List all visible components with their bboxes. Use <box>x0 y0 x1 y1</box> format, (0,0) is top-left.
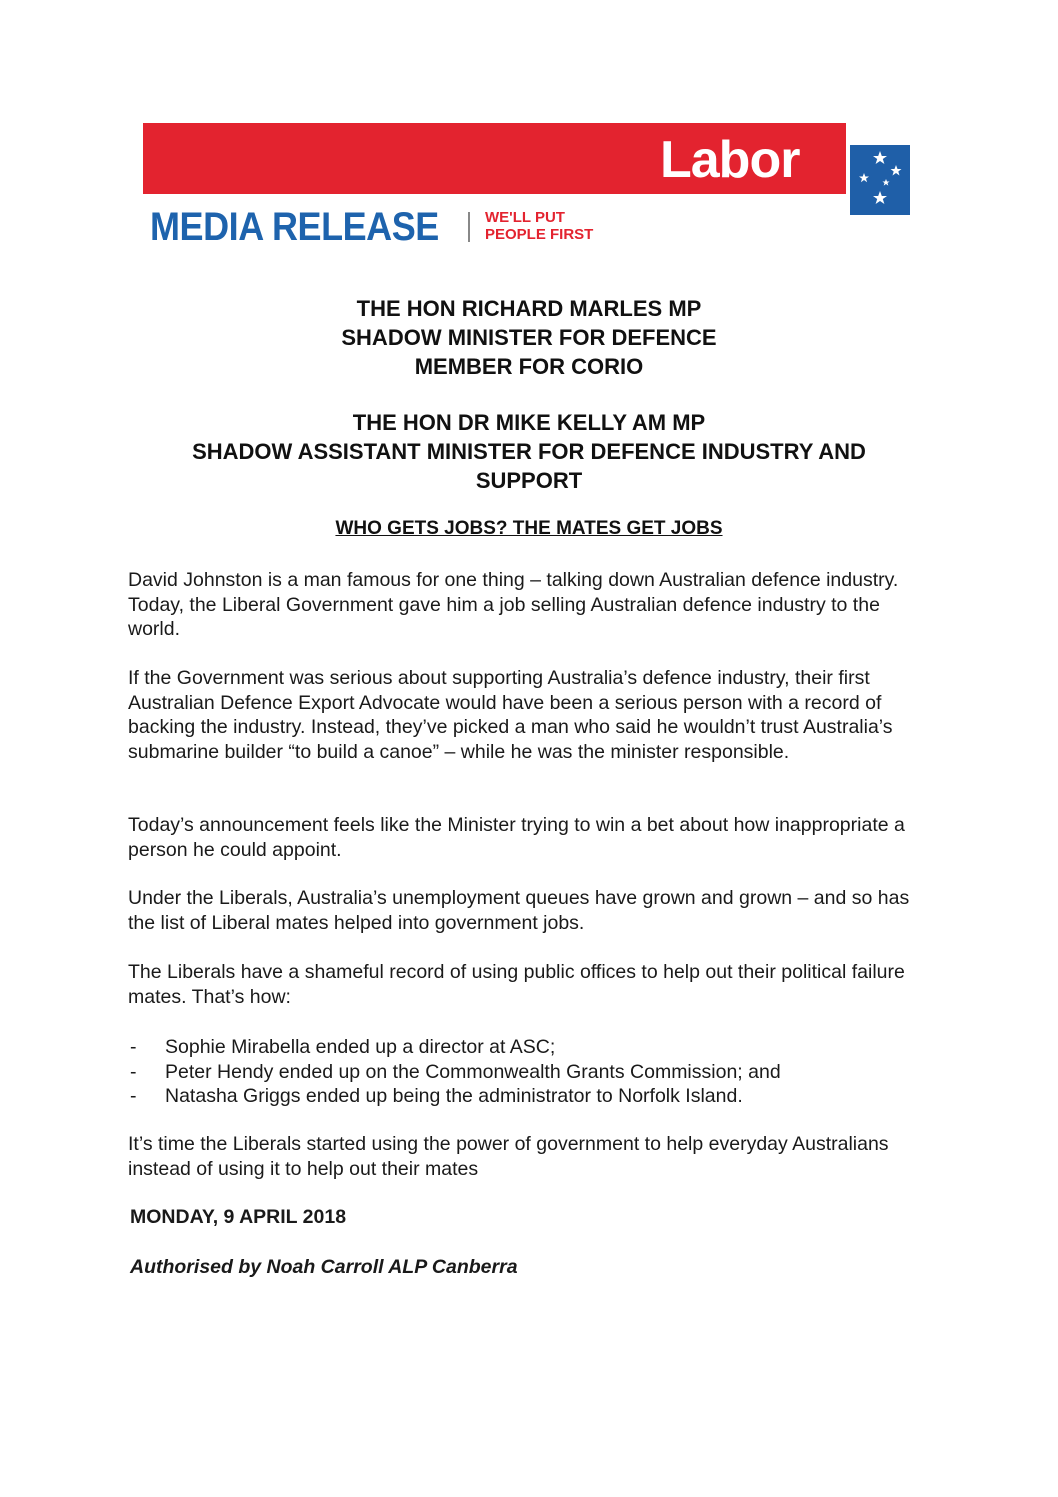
paragraph-1 <box>128 568 928 642</box>
paragraph-text: It’s time the Liberals started using the power of government to help everyday Australians instead of using it to help out their mates <box>128 1133 889 1180</box>
list-item-text: Natasha Griggs ended up being the administrator to Norfolk Island. <box>165 1085 743 1107</box>
paragraph-5 <box>128 960 928 1009</box>
southern-cross-flag-icon <box>850 145 910 215</box>
tagline-line1: WE'LL PUT <box>485 209 565 226</box>
list-item: - Natasha Griggs ended up being the administrator to Norfolk Island. <box>130 1085 743 1107</box>
paragraph-text: Under the Liberals, Australia’s unemployment queues have grown and grown – and so has the list of Liberal mates helped into government jobs. <box>128 887 910 934</box>
headline: WHO GETS JOBS? THE MATES GET JOBS <box>335 518 723 539</box>
bullet-list <box>128 1035 928 1109</box>
authorisation-line: Authorised by Noah Carroll ALP Canberra <box>130 1256 518 1278</box>
tagline <box>485 209 593 243</box>
list-item: - Sophie Mirabella ended up a director at ASC; <box>130 1036 556 1058</box>
list-item-text: Peter Hendy ended up on the Commonwealth Grants Commission; and <box>165 1060 781 1083</box>
list-item: - Peter Hendy ended up on the Commonwealth Grants Commission; and <box>130 1060 781 1083</box>
closing-paragraph <box>128 1132 928 1181</box>
release-date: MONDAY, 9 APRIL 2018 <box>130 1206 347 1228</box>
paragraph-text: The Liberals have a shameful record of using public offices to help out their political failure mates. That’s how: <box>128 961 905 1008</box>
tagline-line2: PEOPLE FIRST <box>485 226 594 243</box>
paragraph-4 <box>128 886 928 935</box>
minister2-line3: SUPPORT <box>475 468 583 493</box>
list-item-text: Sophie Mirabella ended up a director at ASC; <box>165 1036 556 1058</box>
minister1-line1: THE HON RICHARD MARLES MP <box>356 296 702 321</box>
minister1-heading <box>100 294 958 381</box>
paragraph-text: If the Government was serious about supporting Australia’s defence industry, their first Australian Defence Export Advocate would have been a serious person with a record of backing the industry. Instead, they’ve picked a man who said he wouldn’t trust Australia’s submarine builder “to build a canoe” – while he was the minister responsible. <box>128 667 893 763</box>
minister1-line2: SHADOW MINISTER FOR DEFENCE <box>341 325 717 350</box>
minister1-line3: MEMBER FOR CORIO <box>414 354 644 379</box>
minister2-line1: THE HON DR MIKE KELLY AM MP <box>352 410 706 435</box>
paragraph-text: Today’s announcement feels like the Minister trying to win a bet about how inappropriate a person he could appoint. <box>128 814 905 861</box>
labor-logo-text: Labor <box>660 131 800 189</box>
media-release-title: MEDIA RELEASE <box>150 205 439 249</box>
paragraph-2 <box>128 666 928 764</box>
header-divider <box>468 212 470 242</box>
minister2-heading <box>100 408 958 495</box>
paragraph-text: David Johnston is a man famous for one thing – talking down Australian defence industry. Today, the Liberal Government gave him a job selling Australian defence industry to the world. <box>128 569 899 640</box>
minister2-line2: SHADOW ASSISTANT MINISTER FOR DEFENCE INDUSTRY AND <box>192 439 866 464</box>
paragraph-3 <box>128 813 928 862</box>
